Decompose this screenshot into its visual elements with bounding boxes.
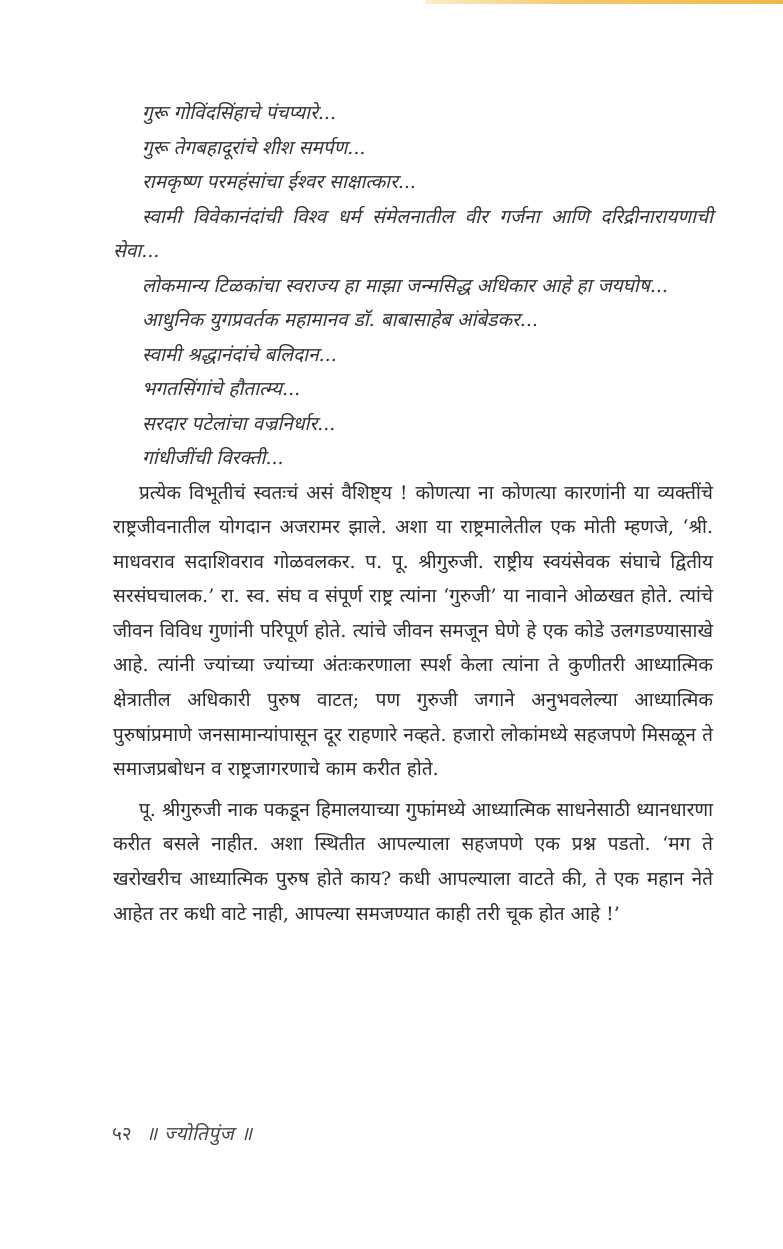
verse-line: गांधीजींची विरक्ती... xyxy=(142,447,284,469)
page-number: ५२ xyxy=(112,1123,132,1145)
verse-line: गुरू गोविंदसिंहाचे पंचप्यारे... xyxy=(142,102,336,124)
page-body xyxy=(113,96,713,931)
verse-line: रामकृष्ण परमहंसांचा ईश्वर साक्षात्कार... xyxy=(142,171,416,193)
book-title: ॥ ज्योतिपुंज ॥ xyxy=(145,1123,253,1145)
verse-line: सरदार पटेलांचा वज्रनिर्धार... xyxy=(142,412,336,435)
verse-line: लोकमान्य टिळकांचा स्वराज्य हा माझा जन्मसिद्ध अधिकार आहे हा जयघोष... xyxy=(142,274,668,297)
verse-line: आधुनिक युगप्रवर्तक महामानव डॉ. बाबासाहेब आंबेडकर... xyxy=(142,309,538,331)
verse-list xyxy=(113,96,713,476)
verse-line: भगतसिंगांचे हौतात्म्य... xyxy=(142,378,301,400)
body-paragraph: पू. श्रीगुरुजी नाक पकडून हिमालयाच्या गुफांमध्ये आध्यात्मिक साधनेसाठी ध्यानधारणा करीत बसले नाहीत. अशा स्थितीत आपल्याला सहजपणे एक प्रश्न पडतो. ‘मग ते खरोखरीच आध्यात्मिक पुरुष होते काय? कधी आपल्याला वाटते की, ते एक महान नेते आहेत तर कधी वाटे नाही, आपल्या समजण्यात काही तरी चूक होत आहे !’ xyxy=(113,798,713,925)
body-paragraph: प्रत्येक विभूतीचं स्वतःचं असं वैशिष्ट्य ! कोणत्या ना कोणत्या कारणांनी या व्यक्तींचे राष्ट्रजीवनातील योगदान अजरामर झाले. अशा या राष्ट्रमालेतील एक मोती म्हणजे, ‘श्री. माधवराव सदाशिवराव गोळवलकर. प. पू. श्रीगुरुजी. राष्ट्रीय स्वयंसेवक संघाचे द्वितीय सरसंघचालक.’ रा. स्व. संघ व संपूर्ण राष्ट्र त्यांना ‘गुरुजी’ या नावाने ओळखत होते. त्यांचे जीवन विविध गुणांनी परिपूर्ण होते. त्यांचे जीवन समजून घेणे हे एक कोडे उलगडण्यासाखे आहे. त्यांनी ज्यांच्या ज्यांच्या अंतःकरणाला स्पर्श केला त्यांना ते कुणीतरी आध्यात्मिक क्षेत्रातील अधिकारी पुरुष वाटत; पण गुरुजी जगाने अनुभवलेल्या आध्यात्मिक पुरुषांप्रमाणे जनसामान्यांपासून दूर राहणारे नव्हते. हजारो लोकांमध्ये सहजपणे मिसळून ते समाजप्रबोधन व राष्ट्रजागरणाचे काम करीत होते. xyxy=(113,481,713,781)
page-footer xyxy=(112,1120,253,1146)
verse-line: स्वामी श्रद्धानंदांचे बलिदान... xyxy=(142,343,337,366)
top-decorative-strip xyxy=(425,0,783,4)
verse-line: स्वामी विवेकानंदांची विश्व धर्म संमेलनातील वीर गर्जना आणि दरिद्रीनारायणाची सेवा... xyxy=(113,205,713,262)
verse-line: गुरू तेगबहादूरांचे शीश समर्पण... xyxy=(142,136,366,159)
